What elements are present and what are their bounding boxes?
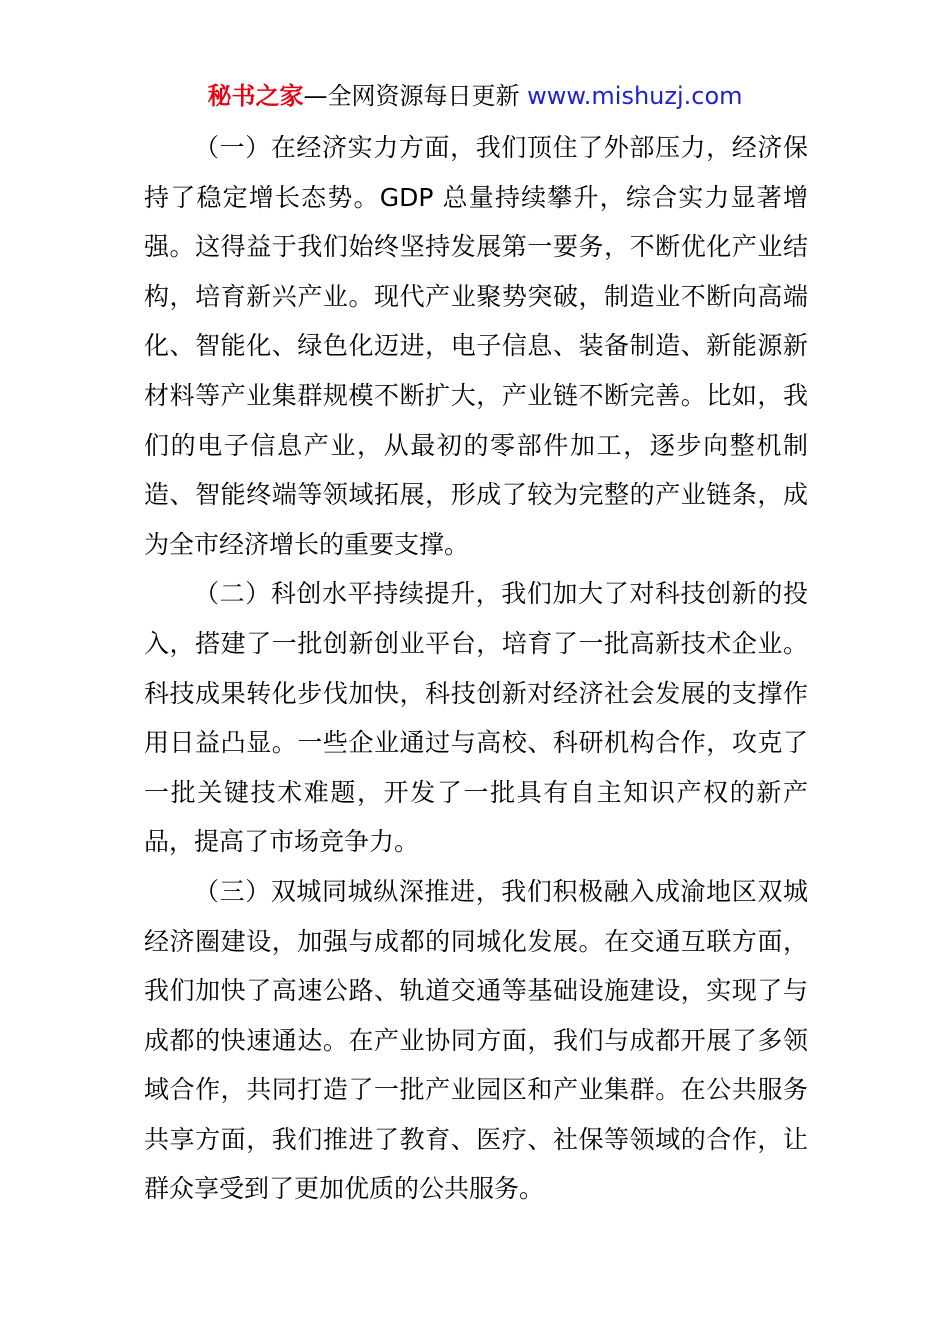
paragraph-economy: （一）在经济实力方面，我们顶住了外部压力，经济保持了稳定增长态势。GDP 总量持续攀升，综合实力显著增强。这得益于我们始终坚持发展第一要务，不断优化产业结构，培育新兴产业。现代产业聚势突破，制造业不断向高端化、智能化、绿色化迈进，电子信息、装备制造、新能源新材料等产业集群规模不断扩大，产业链不断完善。比如，我们的电子信息产业，从最初的零部件加工，逐步向整机制造、智能终端等领域拓展，形成了较为完整的产业链条，成为全市经济增长的重要支撑。 xyxy=(144,133,808,559)
paragraph-dual-city: （三）双城同城纵深推进，我们积极融入成渝地区双城经济圈建设，加强与成都的同城化发展。在交通互联方面，我们加快了高速公路、轨道交通等基础设施建设，实现了与成都的快速通达。在产业协同方面，我们与成都开展了多领域合作，共同打造了一批产业园区和产业集群。在公共服务共享方面，我们推进了教育、医疗、社保等领域的合作，让群众享受到了更加优质的公共服务。 xyxy=(144,876,808,1204)
header-brand: 秘书之家 xyxy=(207,82,304,110)
header-tagline: —全网资源每日更新 xyxy=(303,82,528,110)
paragraph-innovation: （二）科创水平持续提升，我们加大了对科技创新的投入，搭建了一批创新创业平台，培育了一批高新技术企业。科技成果转化步伐加快，科技创新对经济社会发展的支撑作用日益凸显。一些企业通过与高校、科研机构合作，攻克了一批关键技术难题，开发了一批具有自主知识产权的新产品，提高了市场竞争力。 xyxy=(144,579,808,857)
document-body xyxy=(144,123,808,1214)
page-header xyxy=(0,80,950,112)
header-url[interactable]: www.mishuzj.com xyxy=(527,82,743,110)
